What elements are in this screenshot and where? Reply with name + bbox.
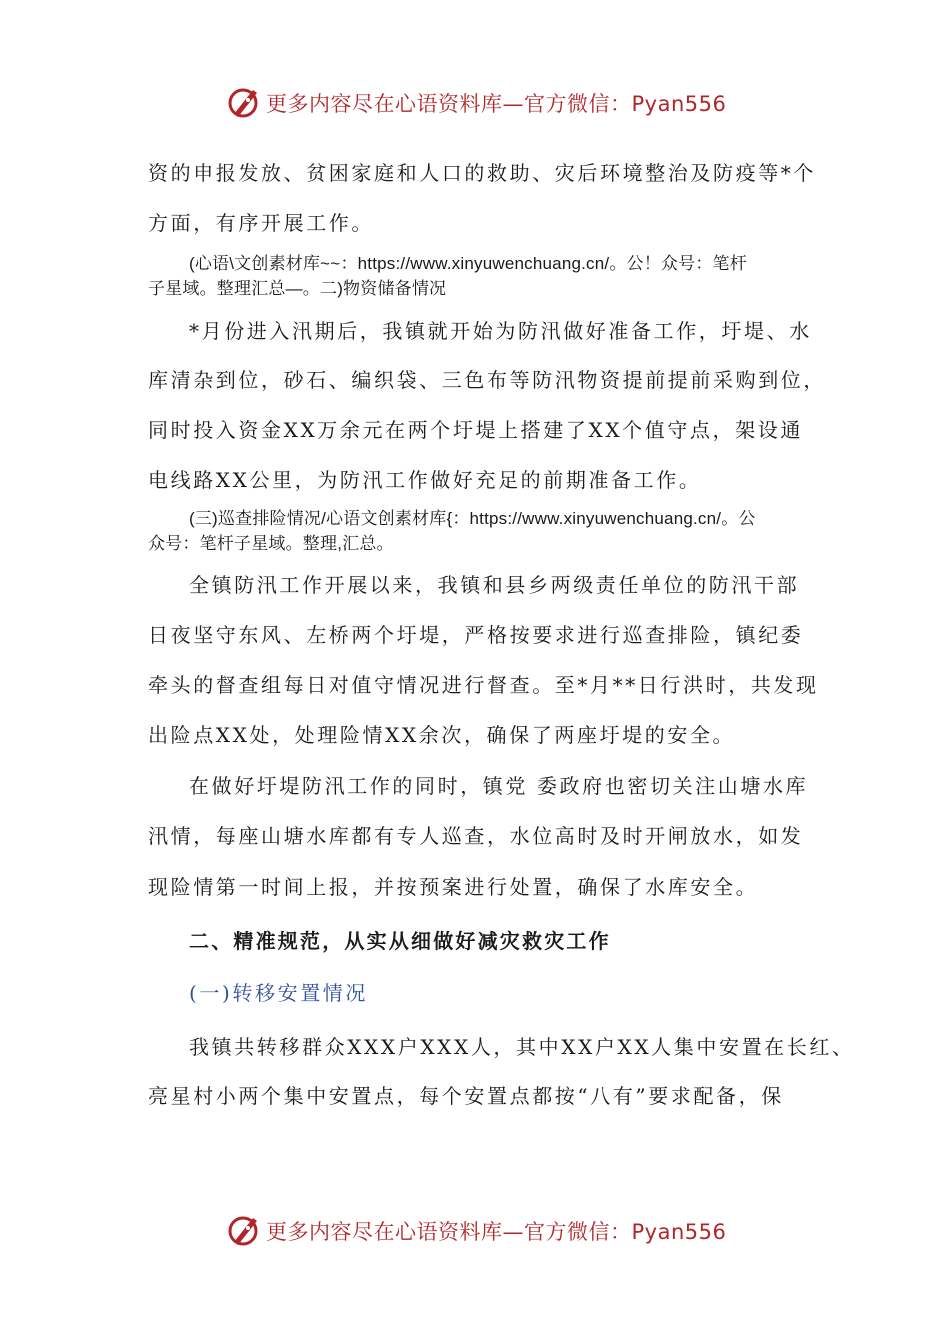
paragraph-line: 库清杂到位，砂石、编织袋、三色布等防汛物资提前提前采购到位， bbox=[148, 368, 826, 392]
banner-wechat-label: 官方微信： bbox=[524, 1220, 632, 1244]
watermark-note-line: (心语\文创素材库~~：https://www.xinyuwenchuang.cn/。公！众号：笔杆 bbox=[189, 254, 747, 273]
footer-banner bbox=[0, 1208, 950, 1252]
pen-in-circle-logo-icon bbox=[226, 84, 262, 120]
banner-wechat-label: 官方微信： bbox=[524, 92, 632, 116]
paragraph-line: 方面，有序开展工作。 bbox=[148, 211, 374, 235]
banner-main-text: 更多内容尽在心语资料库 bbox=[266, 1220, 503, 1244]
paragraph-line: 牵头的督查组每日对值守情况进行督查。至*月**日行洪时，共发现 bbox=[148, 673, 819, 697]
banner-dash: — bbox=[502, 1220, 524, 1244]
paragraph-line: 亮星村小两个集中安置点，每个安置点都按“八有”要求配备，保 bbox=[148, 1084, 784, 1108]
paragraph-line: 现险情第一时间上报，并按预案进行处置，确保了水库安全。 bbox=[148, 875, 759, 899]
paragraph-line: 电线路XX公里，为防汛工作做好充足的前期准备工作。 bbox=[148, 468, 702, 492]
header-banner bbox=[0, 80, 950, 124]
paragraph-line: 汛情，每座山塘水库都有专人巡查，水位高时及时开闸放水，如发 bbox=[148, 824, 804, 848]
banner-main-text: 更多内容尽在心语资料库 bbox=[266, 92, 503, 116]
banner-wechat-id: Pyan556 bbox=[631, 1220, 727, 1244]
paragraph-line: *月份进入汛期后，我镇就开始为防汛做好准备工作，圩堤、水 bbox=[189, 319, 812, 343]
section-heading: 二、精准规范，从实从细做好减灾救灾工作 bbox=[189, 929, 611, 953]
watermark-note-line: (三)巡查排险情况/心语文创素材库{：https://www.xinyuwenchuang.cn/。公 bbox=[189, 509, 756, 528]
watermark-note-line: 众号：笔杆子星域。整理,汇总。 bbox=[148, 534, 394, 553]
banner-text bbox=[266, 88, 726, 118]
paragraph-line: 同时投入资金XX万余元在两个圩堤上搭建了XX个值守点，架设通 bbox=[148, 418, 803, 442]
banner-dash: — bbox=[502, 92, 524, 116]
banner-wechat-id: Pyan556 bbox=[631, 92, 727, 116]
paragraph-line: 资的申报发放、贫困家庭和人口的救助、灾后环境整治及防疫等*个 bbox=[148, 161, 816, 185]
sub-heading: (一)转移安置情况 bbox=[189, 981, 369, 1005]
paragraph-line: 出险点XX处，处理险情XX余次，确保了两座圩堤的安全。 bbox=[148, 723, 736, 747]
paragraph-line: 全镇防汛工作开展以来，我镇和县乡两级责任单位的防汛干部 bbox=[189, 573, 800, 597]
paragraph-line: 我镇共转移群众XXX户XXX人，其中XX户XX人集中安置在长红、 bbox=[189, 1035, 855, 1059]
pen-in-circle-logo-icon bbox=[226, 1212, 262, 1248]
watermark-note-line: 子星域。整理汇总—。二)物资储备情况 bbox=[148, 279, 447, 298]
banner-text bbox=[266, 1216, 726, 1246]
paragraph-line: 在做好圩堤防汛工作的同时，镇党 委政府也密切关注山塘水库 bbox=[189, 774, 809, 798]
paragraph-line: 日夜坚守东风、左桥两个圩堤，严格按要求进行巡查排险，镇纪委 bbox=[148, 623, 804, 647]
